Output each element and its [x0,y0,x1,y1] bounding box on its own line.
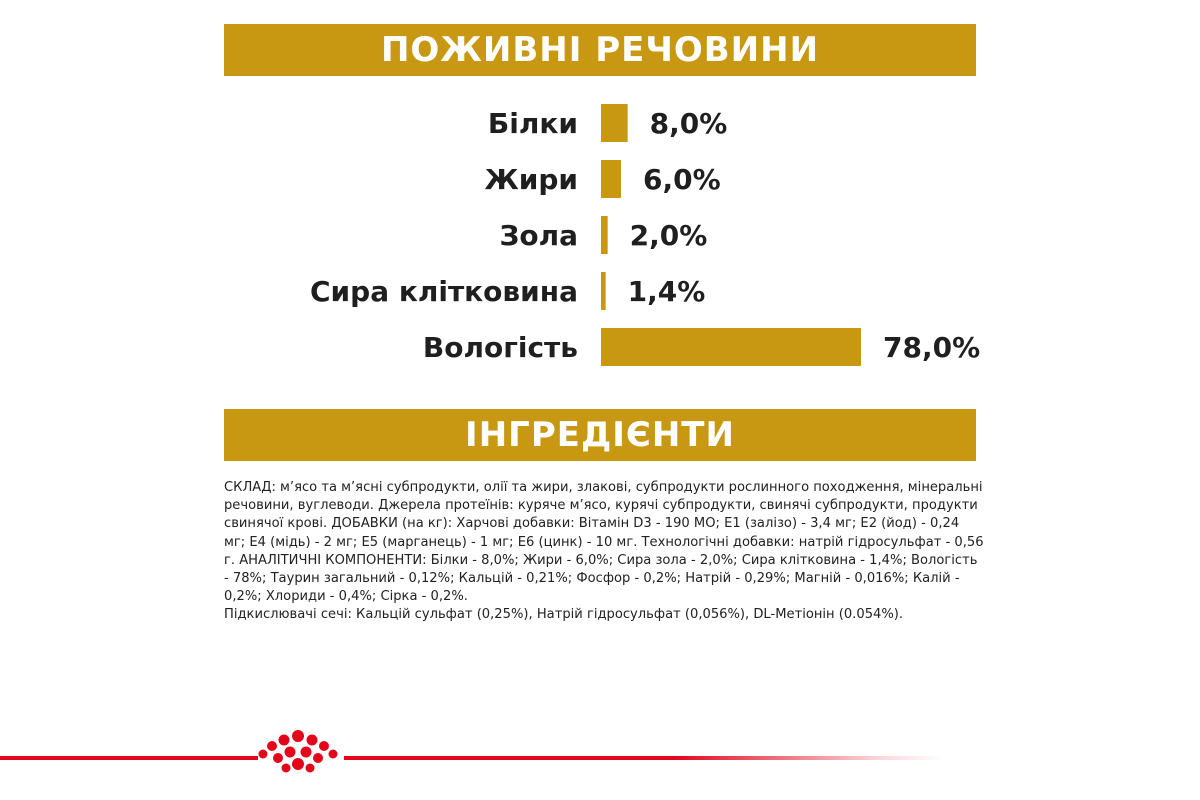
category-label: Вологість [422,331,578,364]
royal-canin-crown-icon [256,728,340,776]
urinary-acidifiers-paragraph: Підкислювачі сечі: Кальцій сульфат (0,25%), Натрій гідросульфат (0,056%), DL-Метіонін (0.054%). [224,607,904,623]
category-label: Сира клітковина [309,275,578,308]
bar [601,160,621,198]
category-label: Зола [499,219,578,252]
footer-red-line-left [0,756,258,760]
value-label: 1,4% [627,275,706,308]
bar [601,272,606,310]
value-label: 6,0% [643,163,721,196]
ingredients-header [224,409,976,461]
nutrients-title: ПОЖИВНІ РЕЧОВИНИ [380,30,820,70]
value-label: 8,0% [649,107,728,140]
footer-red-line-right [344,756,944,760]
ingredients-paragraph: СКЛАД: м’ясо та м’ясні субпродукти, олії та жири, злакові, субпродукти рослинного походження, мінеральні речовини, вуглеводи. Джерела протеїнів: куряче м’ясо, курячі субпродукти, свинячі субпродукти, продукти свинячої крові. ДОБАВКИ (на кг): Харчові добавки: Вітамін D3 - 190 МО; E1 (залізо) - 3,4 мг; E2 (йод) - 0,24 мг; E4 (мідь) - 2 мг; E5 (марганець) - 1 мг; E6 (цинк) - 10 мг. Технологічні добавки: натрій гідросульфат - 0,56 г. АНАЛІТИЧНІ КОМПОНЕНТИ: Білки - 8,0%; Жири - 6,0%; Сира зола - 2,0%; Сира клітковина - 1,4%; Вологість - 78%; Таурин загальний - 0,12%; Кальцій - 0,21%; Фосфор - 0,2%; Натрій - 0,29%; Магній - 0,016%; Калій - 0,2%; Хлориди - 0,4%; Сірка - 0,2%. [224,480,984,605]
bar [601,104,628,142]
ingredients-title: ІНГРЕДІЄНТИ [465,415,735,455]
value-label: 2,0% [629,219,708,252]
value-label: 78,0% [883,331,981,364]
bar [601,216,608,254]
category-label: Жири [484,163,578,196]
ingredients-composition [224,479,984,625]
bar [601,328,861,366]
category-label: Білки [487,107,578,140]
